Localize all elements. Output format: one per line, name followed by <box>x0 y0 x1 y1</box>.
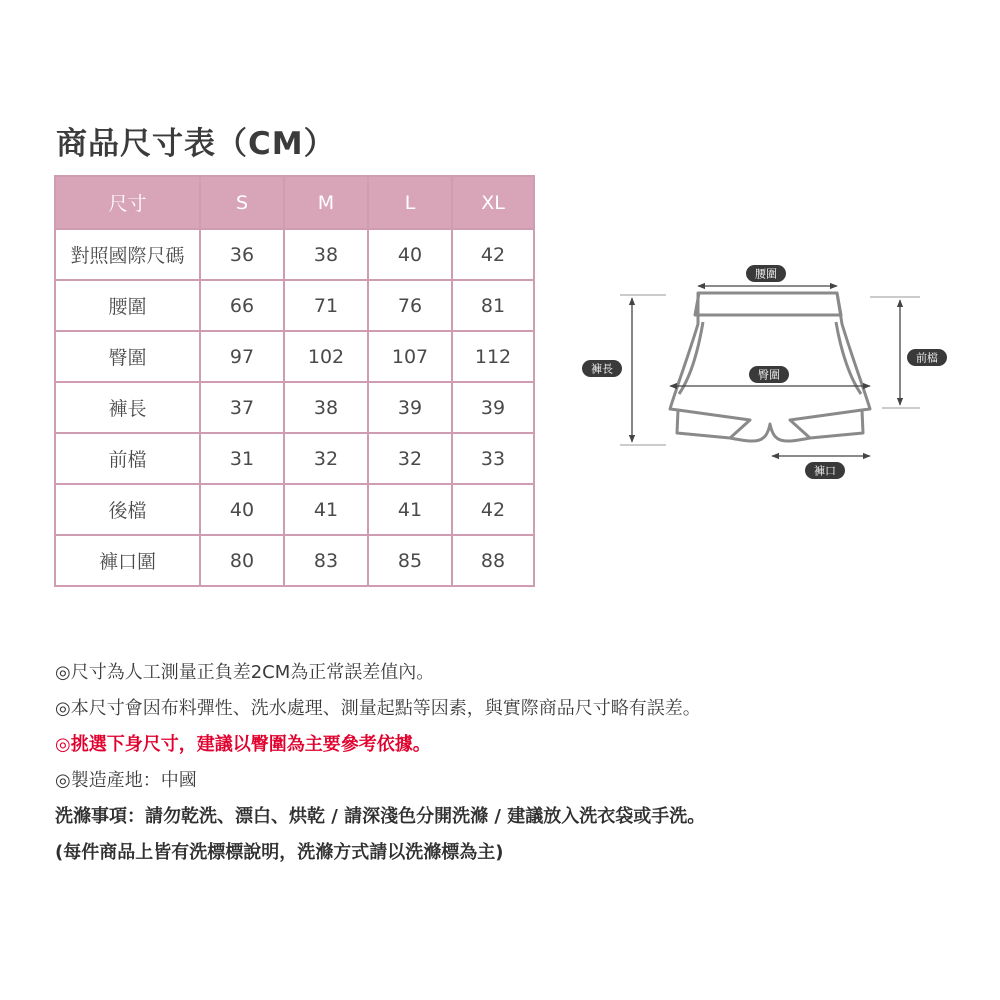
table-cell: 81 <box>452 280 534 331</box>
row-label: 後檔 <box>55 484 200 535</box>
row-label: 褲口圍 <box>55 535 200 586</box>
table-cell: 42 <box>452 229 534 280</box>
hem-label-badge <box>805 462 845 479</box>
hip-label-badge <box>749 366 789 383</box>
front-rise-label-badge <box>907 349 947 366</box>
table-cell: 80 <box>200 535 284 586</box>
table-cell: 41 <box>284 484 368 535</box>
table-cell: 71 <box>284 280 368 331</box>
row-label: 臀圍 <box>55 331 200 382</box>
table-row <box>55 280 534 331</box>
page-title: 商品尺寸表（CM） <box>56 126 336 162</box>
table-cell: 76 <box>368 280 452 331</box>
table-cell: 38 <box>284 229 368 280</box>
notes-section <box>55 655 955 871</box>
table-cell: 36 <box>200 229 284 280</box>
table-cell: 40 <box>368 229 452 280</box>
table-row <box>55 331 534 382</box>
table-cell: 31 <box>200 433 284 484</box>
table-cell: 102 <box>284 331 368 382</box>
note-origin: ◎製造產地：中國 <box>55 770 197 791</box>
table-cell: 112 <box>452 331 534 382</box>
shorts-measurement-diagram <box>580 262 960 482</box>
waist-label: 腰圍 <box>755 267 777 281</box>
table-cell: 32 <box>368 433 452 484</box>
note-size-advice: ◎挑選下身尺寸，建議以臀圍為主要參考依據。 <box>55 734 431 755</box>
table-cell: 39 <box>452 382 534 433</box>
hem-label: 褲口 <box>814 464 836 478</box>
header-cell-size: 尺寸 <box>55 176 200 229</box>
length-label-badge <box>582 360 622 377</box>
table-cell: 41 <box>368 484 452 535</box>
table-cell: 66 <box>200 280 284 331</box>
table-cell: 33 <box>452 433 534 484</box>
row-label: 前檔 <box>55 433 200 484</box>
header-cell-xl: XL <box>452 176 534 229</box>
row-label: 對照國際尺碼 <box>55 229 200 280</box>
table-row <box>55 484 534 535</box>
table-cell: 42 <box>452 484 534 535</box>
note-measurement-tolerance: ◎尺寸為人工測量正負差2CM為正常誤差值內。 <box>55 662 435 683</box>
length-label: 褲長 <box>591 362 613 376</box>
table-row <box>55 382 534 433</box>
table-cell: 88 <box>452 535 534 586</box>
header-cell-s: S <box>200 176 284 229</box>
table-row <box>55 229 534 280</box>
hip-label: 臀圍 <box>758 368 780 382</box>
table-cell: 40 <box>200 484 284 535</box>
row-label: 褲長 <box>55 382 200 433</box>
row-label: 腰圍 <box>55 280 200 331</box>
note-size-variance: ◎本尺寸會因布料彈性、洗水處理、測量起點等因素，與實際商品尺寸略有誤差。 <box>55 698 701 719</box>
size-table <box>54 175 535 587</box>
table-cell: 39 <box>368 382 452 433</box>
table-row <box>55 535 534 586</box>
table-cell: 32 <box>284 433 368 484</box>
note-washing-instructions: 洗滌事項：請勿乾洗、漂白、烘乾 / 請深淺色分開洗滌 / 建議放入洗衣袋或手洗。 <box>55 806 706 827</box>
header-cell-m: M <box>284 176 368 229</box>
table-cell: 85 <box>368 535 452 586</box>
table-cell: 37 <box>200 382 284 433</box>
table-cell: 38 <box>284 382 368 433</box>
front-rise-label: 前檔 <box>916 351 938 365</box>
table-cell: 83 <box>284 535 368 586</box>
table-cell: 107 <box>368 331 452 382</box>
header-cell-l: L <box>368 176 452 229</box>
note-washing-label: (每件商品上皆有洗標標說明，洗滌方式請以洗滌標為主) <box>55 842 504 863</box>
waist-label-badge <box>746 265 786 282</box>
table-cell: 97 <box>200 331 284 382</box>
table-header-row <box>55 176 534 229</box>
table-row <box>55 433 534 484</box>
